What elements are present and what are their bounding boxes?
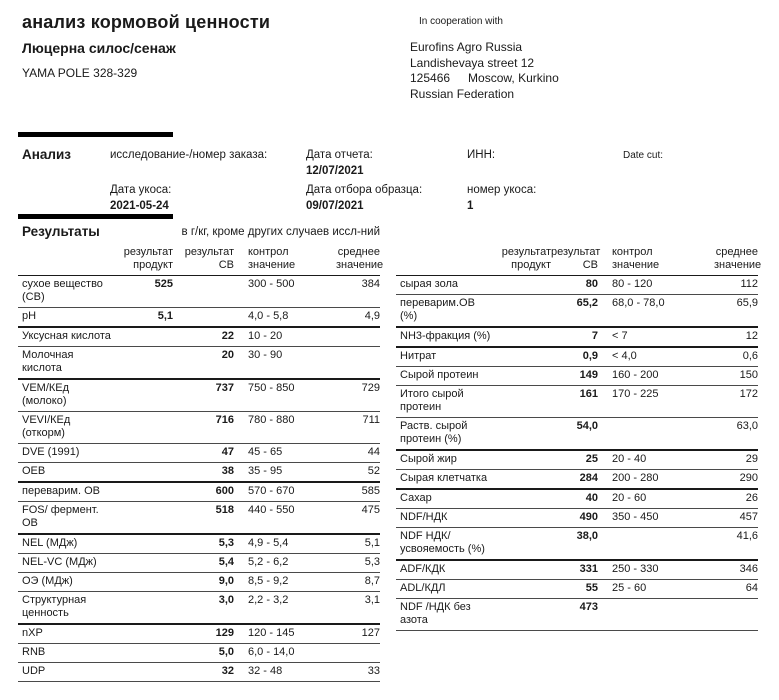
param-label: сырая зола: [400, 278, 458, 290]
control-range: 170 - 225: [612, 388, 659, 400]
result-dm: 0,9: [582, 350, 598, 362]
result-dm: 5,0: [218, 646, 234, 658]
result-product: [113, 485, 173, 498]
mean-value: 52: [367, 465, 380, 477]
table-row: [18, 380, 380, 412]
date-cut-label: Date cut:: [623, 150, 664, 161]
table-row: [396, 295, 758, 328]
mean-value: 112: [740, 278, 758, 290]
sample-type: Люцерна силос/сенаж: [22, 40, 176, 56]
cut-number-value: 1: [467, 200, 474, 212]
param-label: NEL (МДж): [22, 537, 78, 549]
table-row: [18, 554, 380, 573]
param-label: переварим.ОВ (%): [400, 297, 475, 322]
control-range: 120 - 145: [248, 627, 295, 639]
mean-value: 290: [739, 472, 758, 484]
section-divider-bar: [18, 214, 173, 219]
column-header: контрол значение: [612, 246, 660, 271]
control-range: < 4,0: [612, 350, 637, 362]
mean-value: 346: [739, 563, 758, 575]
result-dm: 20: [221, 349, 234, 361]
result-product: [113, 646, 173, 659]
unit-note: в г/кг, кроме других случаев иссл-ний: [181, 226, 380, 238]
table-row: [396, 490, 758, 509]
table-row: [18, 573, 380, 592]
table-row: [396, 561, 758, 580]
param-label: ADL/КДЛ: [400, 582, 446, 594]
mean-value: 729: [361, 382, 380, 394]
control-range: 80 - 120: [612, 278, 653, 290]
partner-address: [410, 40, 559, 102]
control-range: 750 - 850: [248, 382, 295, 394]
result-product: [113, 330, 173, 343]
table-row: [18, 592, 380, 625]
column-header: контрол значение: [248, 246, 296, 271]
result-dm: 47: [221, 446, 234, 458]
table-row: [396, 386, 758, 418]
param-label: DVE (1991): [22, 446, 80, 458]
results-table-left: [18, 244, 384, 682]
result-dm: 22: [221, 330, 234, 342]
sampling-date-label: Дата отбора образца:: [306, 184, 423, 196]
result-dm: 9,0: [218, 575, 234, 587]
result-dm: [173, 278, 234, 304]
column-header: результат СВ: [551, 246, 601, 271]
control-range: 4,9 - 5,4: [248, 537, 289, 549]
table-row: [18, 276, 380, 308]
result-dm: 65,2: [576, 297, 598, 309]
cut-date-label: Дата укоса:: [110, 184, 172, 196]
mean-value: 0,6: [742, 350, 758, 362]
result-dm: 80: [585, 278, 598, 290]
mean-value: 5,1: [364, 537, 380, 549]
mean-value: 384: [361, 278, 380, 290]
param-label: VEM/КЕд (молоко): [22, 382, 70, 407]
result-product: [491, 369, 551, 382]
param-label: NH3-фракция (%): [400, 330, 491, 342]
result-dm: 473: [579, 601, 598, 613]
table-row: [396, 367, 758, 386]
control-range: [612, 420, 714, 446]
result-product: [491, 582, 551, 595]
sample-id: YAMA POLE 328-329: [22, 66, 138, 80]
inn-label: ИНН:: [467, 149, 496, 161]
param-label: переварим. ОВ: [22, 485, 100, 497]
result-dm: 54,0: [576, 420, 598, 432]
control-range: 8,5 - 9,2: [248, 575, 289, 587]
results-table-right: [396, 244, 762, 631]
param-label: Нитрат: [400, 350, 437, 362]
table-row: [396, 580, 758, 599]
result-product: [491, 330, 551, 343]
result-product: [113, 556, 173, 569]
table-header-row: [396, 244, 762, 276]
table-row: [18, 502, 380, 535]
control-range: 4,0 - 5,8: [248, 310, 289, 322]
param-label: VEVI/КЕд (откорм): [22, 414, 71, 439]
result-dm: 490: [579, 511, 598, 523]
partner-zip-city: [410, 71, 559, 87]
result-dm: 129: [215, 627, 234, 639]
control-range: 32 - 48: [248, 665, 283, 677]
result-product: [113, 414, 173, 440]
result-dm: 7: [591, 330, 598, 342]
param-label: Сырой жир: [400, 453, 457, 465]
param-label: NDF НДК/усвояемость (%): [400, 530, 485, 555]
table-row: [396, 599, 758, 631]
param-label: RNB: [22, 646, 46, 658]
control-range: 6,0 - 14,0: [248, 646, 295, 658]
table-row: [396, 348, 758, 367]
table-row: [18, 444, 380, 463]
column-header: среднее значение: [336, 246, 384, 271]
param-label: Структурная ценность: [22, 594, 87, 619]
control-range: 160 - 200: [612, 369, 659, 381]
order-number-label: исследование-/номер заказа:: [110, 149, 268, 161]
result-dm: 38: [221, 465, 234, 477]
control-range: 440 - 550: [248, 504, 295, 516]
result-product: [113, 504, 173, 530]
mean-value: 711: [362, 414, 380, 426]
param-label: Раств. сырой протеин (%): [400, 420, 468, 445]
cut-date-value: 2021-05-24: [110, 200, 169, 212]
control-range: 10 - 20: [248, 330, 283, 342]
param-label: pH: [22, 310, 37, 322]
partner-street: Landishevaya street 12: [410, 55, 535, 70]
result-product: [491, 350, 551, 363]
result-product: 525: [154, 278, 173, 290]
result-dm: 284: [579, 472, 598, 484]
column-header: результат продукт: [123, 246, 173, 271]
result-dm: 600: [215, 485, 234, 497]
result-product: [491, 297, 551, 323]
mean-value: 172: [739, 388, 758, 400]
param-label: сухое вещество (СВ): [22, 278, 103, 303]
result-dm: 38,0: [576, 530, 598, 542]
result-dm: 55: [585, 582, 598, 594]
param-label: nXP: [22, 627, 43, 639]
result-dm: 149: [579, 369, 598, 381]
mean-value: 3,1: [364, 594, 380, 606]
analysis-section-title: Анализ: [22, 147, 71, 162]
param-label: OEB: [22, 465, 46, 477]
cut-number-label: номер укоса:: [467, 184, 537, 196]
mean-value: 8,7: [364, 575, 380, 587]
result-product: [491, 530, 551, 556]
control-range: 300 - 500: [248, 278, 295, 290]
result-dm: [173, 310, 234, 323]
param-label: Сырая клетчатка: [400, 472, 488, 484]
param-label: NDF /НДК без азота: [400, 601, 471, 626]
mean-value: 33: [367, 665, 380, 677]
result-product: [491, 420, 551, 446]
mean-value: [336, 349, 380, 375]
result-product: [113, 382, 173, 408]
result-dm: 25: [585, 453, 598, 465]
report-date-value: 12/07/2021: [306, 165, 364, 177]
control-range: 780 - 880: [248, 414, 295, 426]
control-range: 250 - 330: [612, 563, 659, 575]
control-range: 570 - 670: [248, 485, 295, 497]
result-product: [113, 594, 173, 620]
result-product: [113, 575, 173, 588]
result-dm: 331: [579, 563, 598, 575]
control-range: [612, 601, 714, 627]
mean-value: 127: [361, 627, 380, 639]
result-dm: 5,4: [218, 556, 234, 568]
mean-value: 41,6: [736, 530, 758, 542]
table-row: [18, 328, 380, 347]
section-divider-bar: [18, 132, 173, 137]
control-range: 30 - 90: [248, 349, 283, 361]
param-label: ОЭ (МДж): [22, 575, 73, 587]
column-header: среднее значение: [714, 246, 762, 271]
mean-value: 12: [745, 330, 758, 342]
result-product: [491, 472, 551, 485]
table-row: [18, 347, 380, 380]
mean-value: 4,9: [364, 310, 380, 322]
result-dm: 5,3: [218, 537, 234, 549]
mean-value: 457: [739, 511, 758, 523]
control-range: 68,0 - 78,0: [612, 297, 665, 309]
mean-value: 64: [745, 582, 758, 594]
result-product: [113, 627, 173, 640]
column-header: результат продукт: [501, 246, 551, 271]
sampling-date-value: 09/07/2021: [306, 200, 364, 212]
table-row: [18, 483, 380, 502]
result-dm: 716: [215, 414, 234, 426]
table-row: [18, 308, 380, 328]
result-product: 5,1: [157, 310, 173, 322]
control-range: < 7: [612, 330, 628, 342]
result-dm: 161: [579, 388, 598, 400]
partner-city: Moscow, Kurkino: [468, 71, 559, 85]
cooperation-label: In cooperation with: [419, 16, 503, 27]
control-range: 350 - 450: [612, 511, 659, 523]
result-dm: 3,0: [218, 594, 234, 606]
result-dm: 737: [215, 382, 234, 394]
table-row: [18, 412, 380, 444]
param-label: NDF/НДК: [400, 511, 448, 523]
mean-value: [336, 330, 380, 343]
result-dm: 40: [585, 492, 598, 504]
control-range: 20 - 60: [612, 492, 647, 504]
mean-value: 44: [367, 446, 380, 458]
mean-value: 26: [745, 492, 758, 504]
table-header-row: [18, 244, 384, 276]
control-range: 20 - 40: [612, 453, 647, 465]
mean-value: 65,9: [736, 297, 758, 309]
mean-value: [336, 646, 380, 659]
result-product: [491, 563, 551, 576]
result-product: [113, 349, 173, 375]
control-range: 25 - 60: [612, 582, 647, 594]
mean-value: 5,3: [364, 556, 380, 568]
results-section-title: Результаты: [22, 224, 100, 239]
param-label: UDP: [22, 665, 46, 677]
result-product: [491, 388, 551, 414]
partner-zip: 125466: [410, 71, 451, 85]
control-range: 2,2 - 3,2: [248, 594, 289, 606]
param-label: Сырой протеин: [400, 369, 479, 381]
result-product: [113, 665, 173, 678]
result-product: [113, 465, 173, 478]
result-dm: 518: [215, 504, 234, 516]
result-product: [491, 511, 551, 524]
table-row: [396, 328, 758, 348]
table-row: [18, 463, 380, 483]
mean-value: 63,0: [736, 420, 758, 432]
table-row: [396, 509, 758, 528]
mean-value: 150: [739, 369, 758, 381]
report-date-label: Дата отчета:: [306, 149, 373, 161]
table-row: [18, 663, 380, 682]
table-row: [396, 470, 758, 490]
control-range: 200 - 280: [612, 472, 659, 484]
table-row: [18, 535, 380, 554]
result-product: [491, 601, 551, 627]
mean-value: [714, 601, 758, 627]
table-row: [18, 644, 380, 663]
control-range: 35 - 95: [248, 465, 283, 477]
table-row: [396, 528, 758, 561]
table-row: [18, 625, 380, 644]
param-label: Сахар: [400, 492, 432, 504]
result-product: [491, 453, 551, 466]
param-label: Уксусная кислота: [22, 330, 111, 342]
result-product: [491, 278, 551, 291]
result-product: [491, 492, 551, 505]
result-product: [113, 537, 173, 550]
partner-country: Russian Federation: [410, 86, 515, 101]
table-row: [396, 418, 758, 451]
table-row: [396, 451, 758, 470]
param-label: Итого сырой протеин: [400, 388, 464, 413]
control-range: 5,2 - 6,2: [248, 556, 289, 568]
mean-value: 475: [361, 504, 380, 516]
partner-name: Eurofins Agro Russia: [410, 40, 523, 54]
control-range: [612, 530, 714, 556]
param-label: NEL-VC (МДж): [22, 556, 97, 568]
param-label: ADF/КДК: [400, 563, 446, 575]
control-range: 45 - 65: [248, 446, 283, 458]
result-product: [113, 446, 173, 459]
column-header: результат СВ: [184, 246, 234, 271]
result-dm: 32: [221, 665, 234, 677]
mean-value: 585: [361, 485, 380, 497]
param-label: FOS/ фермент. ОВ: [22, 504, 99, 529]
page-title: анализ кормовой ценности: [22, 12, 271, 32]
param-label: Молочная кислота: [22, 349, 74, 374]
table-row: [396, 276, 758, 295]
mean-value: 29: [745, 453, 758, 465]
